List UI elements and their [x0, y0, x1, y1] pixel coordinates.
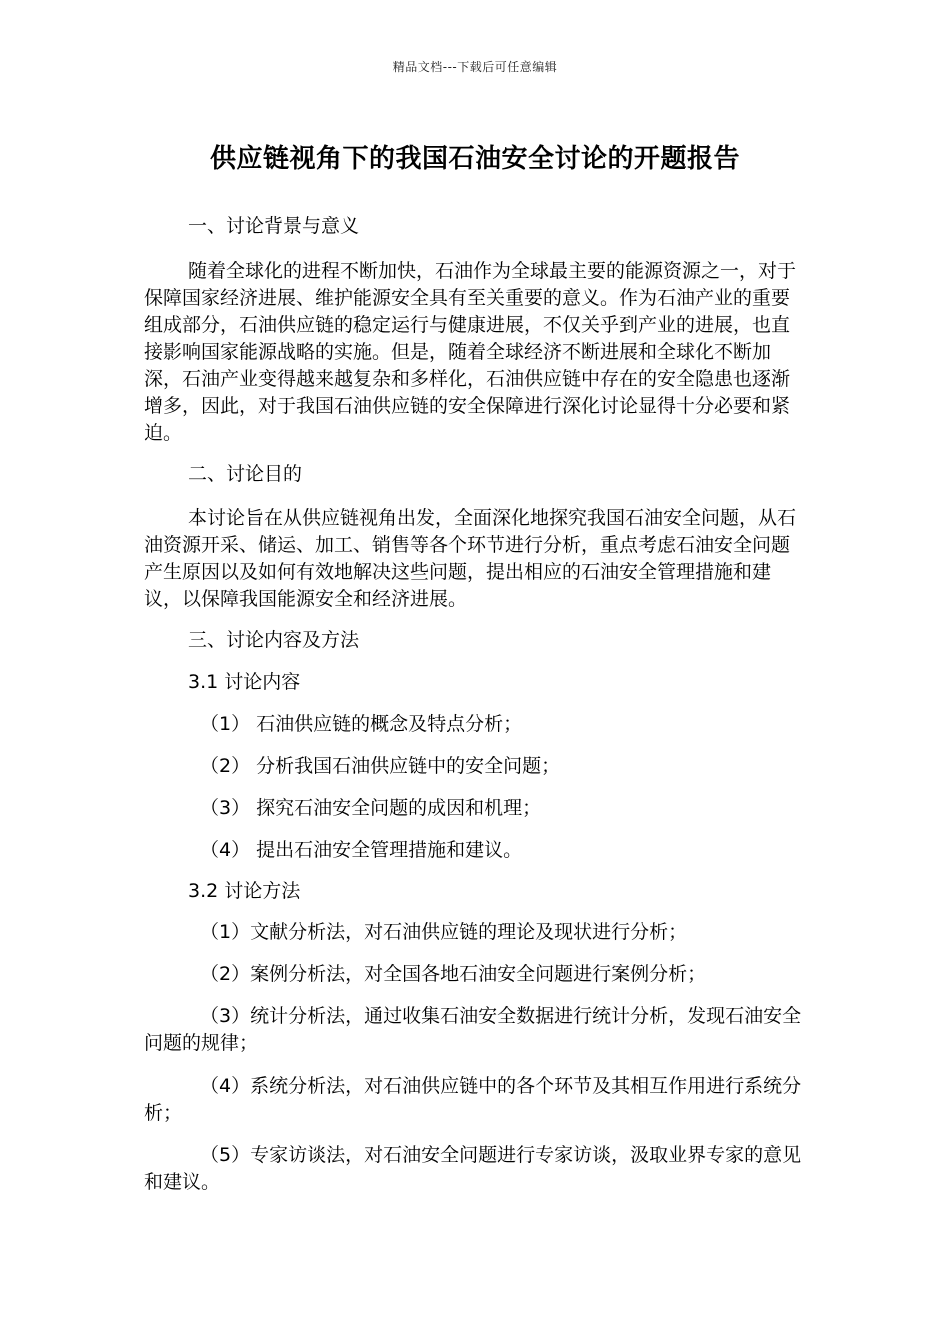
method-list-item: [144, 961, 806, 988]
header-note: 精品文档---下载后可任意编辑: [392, 60, 558, 74]
section-1-body: [144, 258, 806, 447]
document-title: 供应链视角下的我国石油安全讨论的开题报告: [209, 144, 740, 174]
content-list-item: [144, 711, 806, 738]
method-item-3: （3）统计分析法，通过收集石油安全数据进行统计分析，发现石油安全问题的规律；: [144, 1005, 802, 1054]
method-list-item: [144, 1073, 806, 1127]
method-list-item: [144, 1003, 806, 1057]
method-item-2: （2）案例分析法，对全国各地石油安全问题进行案例分析；: [200, 963, 707, 985]
section-2-heading: 二、讨论目的: [188, 463, 303, 485]
section-2-paragraph: 本讨论旨在从供应链视角出发，全面深化地探究我国石油安全问题，从石油资源开采、储运、加工、销售等各个环节进行分析，重点考虑石油安全问题产生原因以及如何有效地解决这些问题，提出相应的石油安全管理措施和建议，以保障我国能源安全和经济进展。: [144, 507, 797, 610]
content-item-1: （1） 石油供应链的概念及特点分析；: [200, 713, 523, 735]
subsection-3-2-heading: 3.2 讨论方法: [188, 880, 301, 902]
section-3-heading: 三、讨论内容及方法: [188, 629, 360, 651]
method-list-item: [144, 919, 806, 946]
section-1-heading: 一、讨论背景与意义: [188, 215, 360, 237]
method-item-4: （4）系统分析法，对石油供应链中的各个环节及其相互作用进行系统分析；: [144, 1075, 802, 1124]
content-item-2: （2） 分析我国石油供应链中的安全问题；: [200, 755, 561, 777]
method-item-1: （1）文献分析法，对石油供应链的理论及现状进行分析；: [200, 921, 688, 943]
subsection-3-2: [144, 878, 806, 905]
section-1: [144, 213, 806, 240]
content-item-3: （3） 探究石油安全问题的成因和机理；: [200, 797, 542, 819]
content-list-item: [144, 795, 806, 822]
section-2: [144, 461, 806, 488]
subsection-3-1-heading: 3.1 讨论内容: [188, 671, 301, 693]
content-item-4: （4） 提出石油安全管理措施和建议。: [200, 839, 523, 861]
content-list-item: [144, 837, 806, 864]
section-2-body: [144, 505, 806, 613]
section-1-paragraph: 随着全球化的进程不断加快，石油作为全球最主要的能源资源之一，对于保障国家经济进展、维护能源安全具有至关重要的意义。作为石油产业的重要组成部分，石油供应链的稳定运行与健康进展，不仅关乎到产业的进展，也直接影响国家能源战略的实施。但是，随着全球经济不断进展和全球化不断加深，石油产业变得越来越复杂和多样化，石油供应链中存在的安全隐患也逐渐增多，因此，对于我国石油供应链的安全保障进行深化讨论显得十分必要和紧迫。: [144, 260, 797, 444]
content-list-item: [144, 753, 806, 780]
section-3: [144, 627, 806, 654]
method-item-5: （5）专家访谈法，对石油安全问题进行专家访谈，汲取业界专家的意见和建议。: [144, 1144, 802, 1193]
method-list-item: [144, 1142, 806, 1196]
subsection-3-1: [144, 669, 806, 696]
